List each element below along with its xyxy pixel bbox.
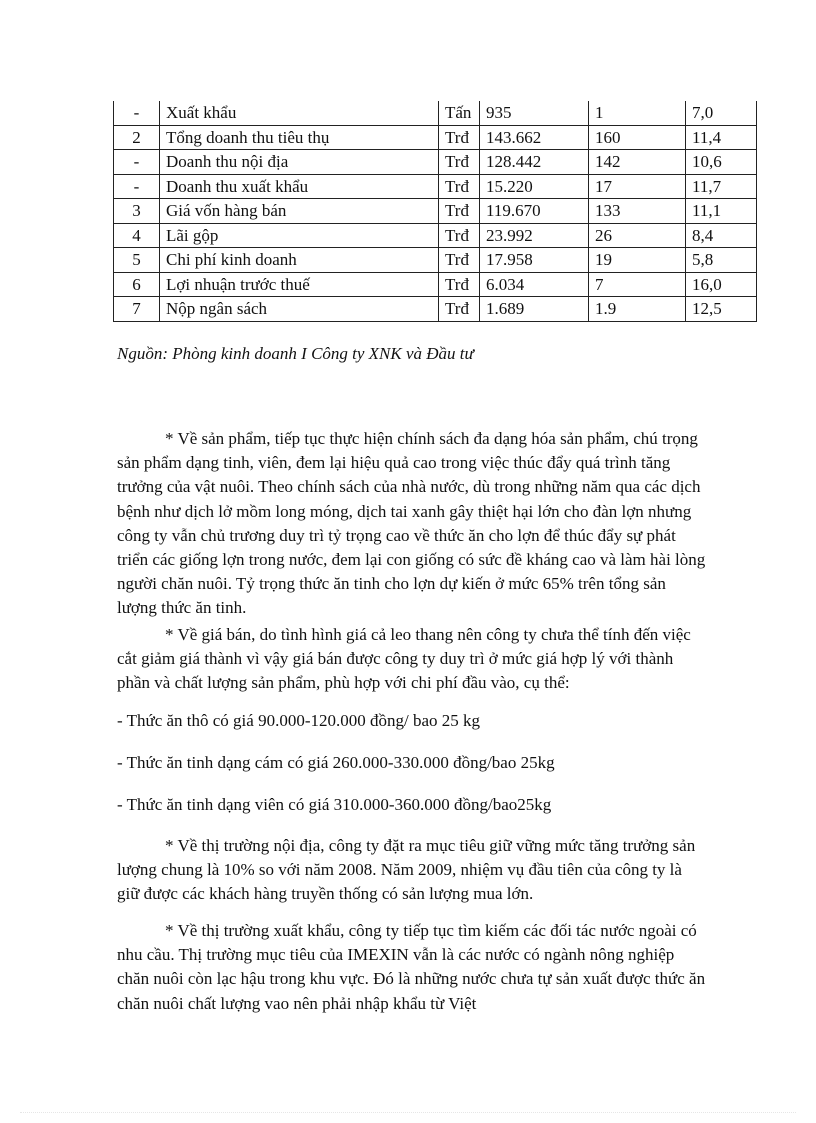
cell-name: Tổng doanh thu tiêu thụ	[160, 125, 439, 150]
table-row	[114, 272, 757, 297]
table-row	[114, 199, 757, 224]
cell-unit: Trđ	[439, 297, 480, 322]
cell-value-3: 10,6	[686, 150, 757, 175]
cell-stt: -	[114, 101, 160, 125]
price-item-bran-feed: - Thức ăn tinh dạng cám có giá 260.000-330.000 đồng/bao 25kg	[117, 753, 555, 772]
cell-value-1: 119.670	[480, 199, 589, 224]
paragraph-price-text: * Về giá bán, do tình hình giá cả leo thang nên công ty chưa thể tính đến việc cắt giảm giá thành vì vậy giá bán được công ty duy trì ở mức giá hợp lý với thành phần và chất lượng sản phẩm, phù hợp với chi phí đầu vào, cụ thể:	[117, 625, 691, 693]
cell-stt: 7	[114, 297, 160, 322]
cell-value-1: 128.442	[480, 150, 589, 175]
cell-value-3: 8,4	[686, 223, 757, 248]
cell-stt: 2	[114, 125, 160, 150]
cell-value-2: 160	[589, 125, 686, 150]
table-row	[114, 174, 757, 199]
cell-value-2: 1.9	[589, 297, 686, 322]
cell-name: Lợi nhuận trước thuế	[160, 272, 439, 297]
paragraph-product	[117, 427, 707, 621]
cell-stt: 6	[114, 272, 160, 297]
paragraph-export-text: * Về thị trường xuất khẩu, công ty tiếp tục tìm kiếm các đối tác nước ngoài có nhu cầu. Thị trường mục tiêu của IMEXIN vẫn là các nước có ngành nông nghiệp chăn nuôi còn lạc hậu trong khu vực. Đó là những nước chưa tự sản xuất được thức ăn chăn nuôi chất lượng vao nên phải nhập khẩu từ Việt	[117, 921, 706, 1013]
table-row	[114, 150, 757, 175]
cell-unit: Trđ	[439, 199, 480, 224]
cell-value-3: 11,7	[686, 174, 757, 199]
paragraph-price	[117, 623, 707, 696]
cell-value-1: 1.689	[480, 297, 589, 322]
cell-unit: Trđ	[439, 125, 480, 150]
cell-value-2: 26	[589, 223, 686, 248]
table-row	[114, 125, 757, 150]
cell-value-1: 15.220	[480, 174, 589, 199]
cell-value-1: 935	[480, 101, 589, 125]
cell-value-3: 7,0	[686, 101, 757, 125]
cell-value-1: 17.958	[480, 248, 589, 273]
cell-stt: 5	[114, 248, 160, 273]
cell-stt: 4	[114, 223, 160, 248]
cell-unit: Tấn	[439, 101, 480, 125]
cell-stt: -	[114, 174, 160, 199]
paragraph-product-text: * Về sản phẩm, tiếp tục thực hiện chính sách đa dạng hóa sản phẩm, chú trọng sản phẩm dạng tinh, viên, đem lại hiệu quả cao trong việc thúc đẩy quá trình tăng trưởng của vật nuôi. Theo chính sách của nhà nước, dù trong những năm qua các dịch bệnh như dịch lở mồm long móng, dịch tai xanh gây thiệt hại lớn cho đàn lợn nhưng công ty vẫn chủ trương duy trì tỷ trọng cao về thức ăn cho lợn để thúc đẩy sự phát triển các giống lợn trong nước, đem lại con giống có sức đề kháng cao và làm hài lòng người chăn nuôi. Tỷ trọng thức ăn tinh cho lợn dự kiến ở mức 65% trên tổng sản lượng thức ăn tinh.	[117, 429, 706, 618]
cell-value-3: 5,8	[686, 248, 757, 273]
paragraph-domestic-market	[117, 834, 707, 907]
table-row	[114, 101, 757, 125]
cell-value-2: 7	[589, 272, 686, 297]
cell-name: Giá vốn hàng bán	[160, 199, 439, 224]
cell-name: Chi phí kinh doanh	[160, 248, 439, 273]
page-bottom-rule	[20, 1112, 796, 1113]
cell-stt: -	[114, 150, 160, 175]
cell-value-1: 6.034	[480, 272, 589, 297]
cell-value-3: 12,5	[686, 297, 757, 322]
cell-value-3: 16,0	[686, 272, 757, 297]
table-source-note: Nguồn: Phòng kinh doanh I Công ty XNK và Đầu tư	[117, 344, 474, 363]
cell-unit: Trđ	[439, 174, 480, 199]
cell-name: Doanh thu xuất khẩu	[160, 174, 439, 199]
table-body	[114, 101, 757, 321]
cell-value-2: 133	[589, 199, 686, 224]
cell-unit: Trđ	[439, 248, 480, 273]
price-item-pellet-feed: - Thức ăn tinh dạng viên có giá 310.000-360.000 đồng/bao25kg	[117, 795, 552, 814]
cell-name: Doanh thu nội địa	[160, 150, 439, 175]
cell-value-2: 17	[589, 174, 686, 199]
cell-name: Lãi gộp	[160, 223, 439, 248]
cell-value-2: 142	[589, 150, 686, 175]
table-row	[114, 297, 757, 322]
cell-unit: Trđ	[439, 150, 480, 175]
cell-value-3: 11,4	[686, 125, 757, 150]
cell-value-1: 143.662	[480, 125, 589, 150]
cell-name: Xuất khẩu	[160, 101, 439, 125]
cell-value-2: 1	[589, 101, 686, 125]
business-results-table	[113, 101, 757, 322]
paragraph-domestic-text: * Về thị trường nội địa, công ty đặt ra mục tiêu giữ vững mức tăng trưởng sản lượng chung là 10% so với năm 2008. Năm 2009, nhiệm vụ đầu tiên của công ty là giữ được các khách hàng truyền thống có sản lượng mua lớn.	[117, 836, 696, 904]
paragraph-export-market	[117, 919, 707, 1016]
cell-stt: 3	[114, 199, 160, 224]
table-row	[114, 248, 757, 273]
cell-value-1: 23.992	[480, 223, 589, 248]
price-item-coarse-feed: - Thức ăn thô có giá 90.000-120.000 đồng/ bao 25 kg	[117, 711, 481, 730]
cell-unit: Trđ	[439, 223, 480, 248]
cell-value-2: 19	[589, 248, 686, 273]
table-row	[114, 223, 757, 248]
cell-unit: Trđ	[439, 272, 480, 297]
cell-value-3: 11,1	[686, 199, 757, 224]
cell-name: Nộp ngân sách	[160, 297, 439, 322]
